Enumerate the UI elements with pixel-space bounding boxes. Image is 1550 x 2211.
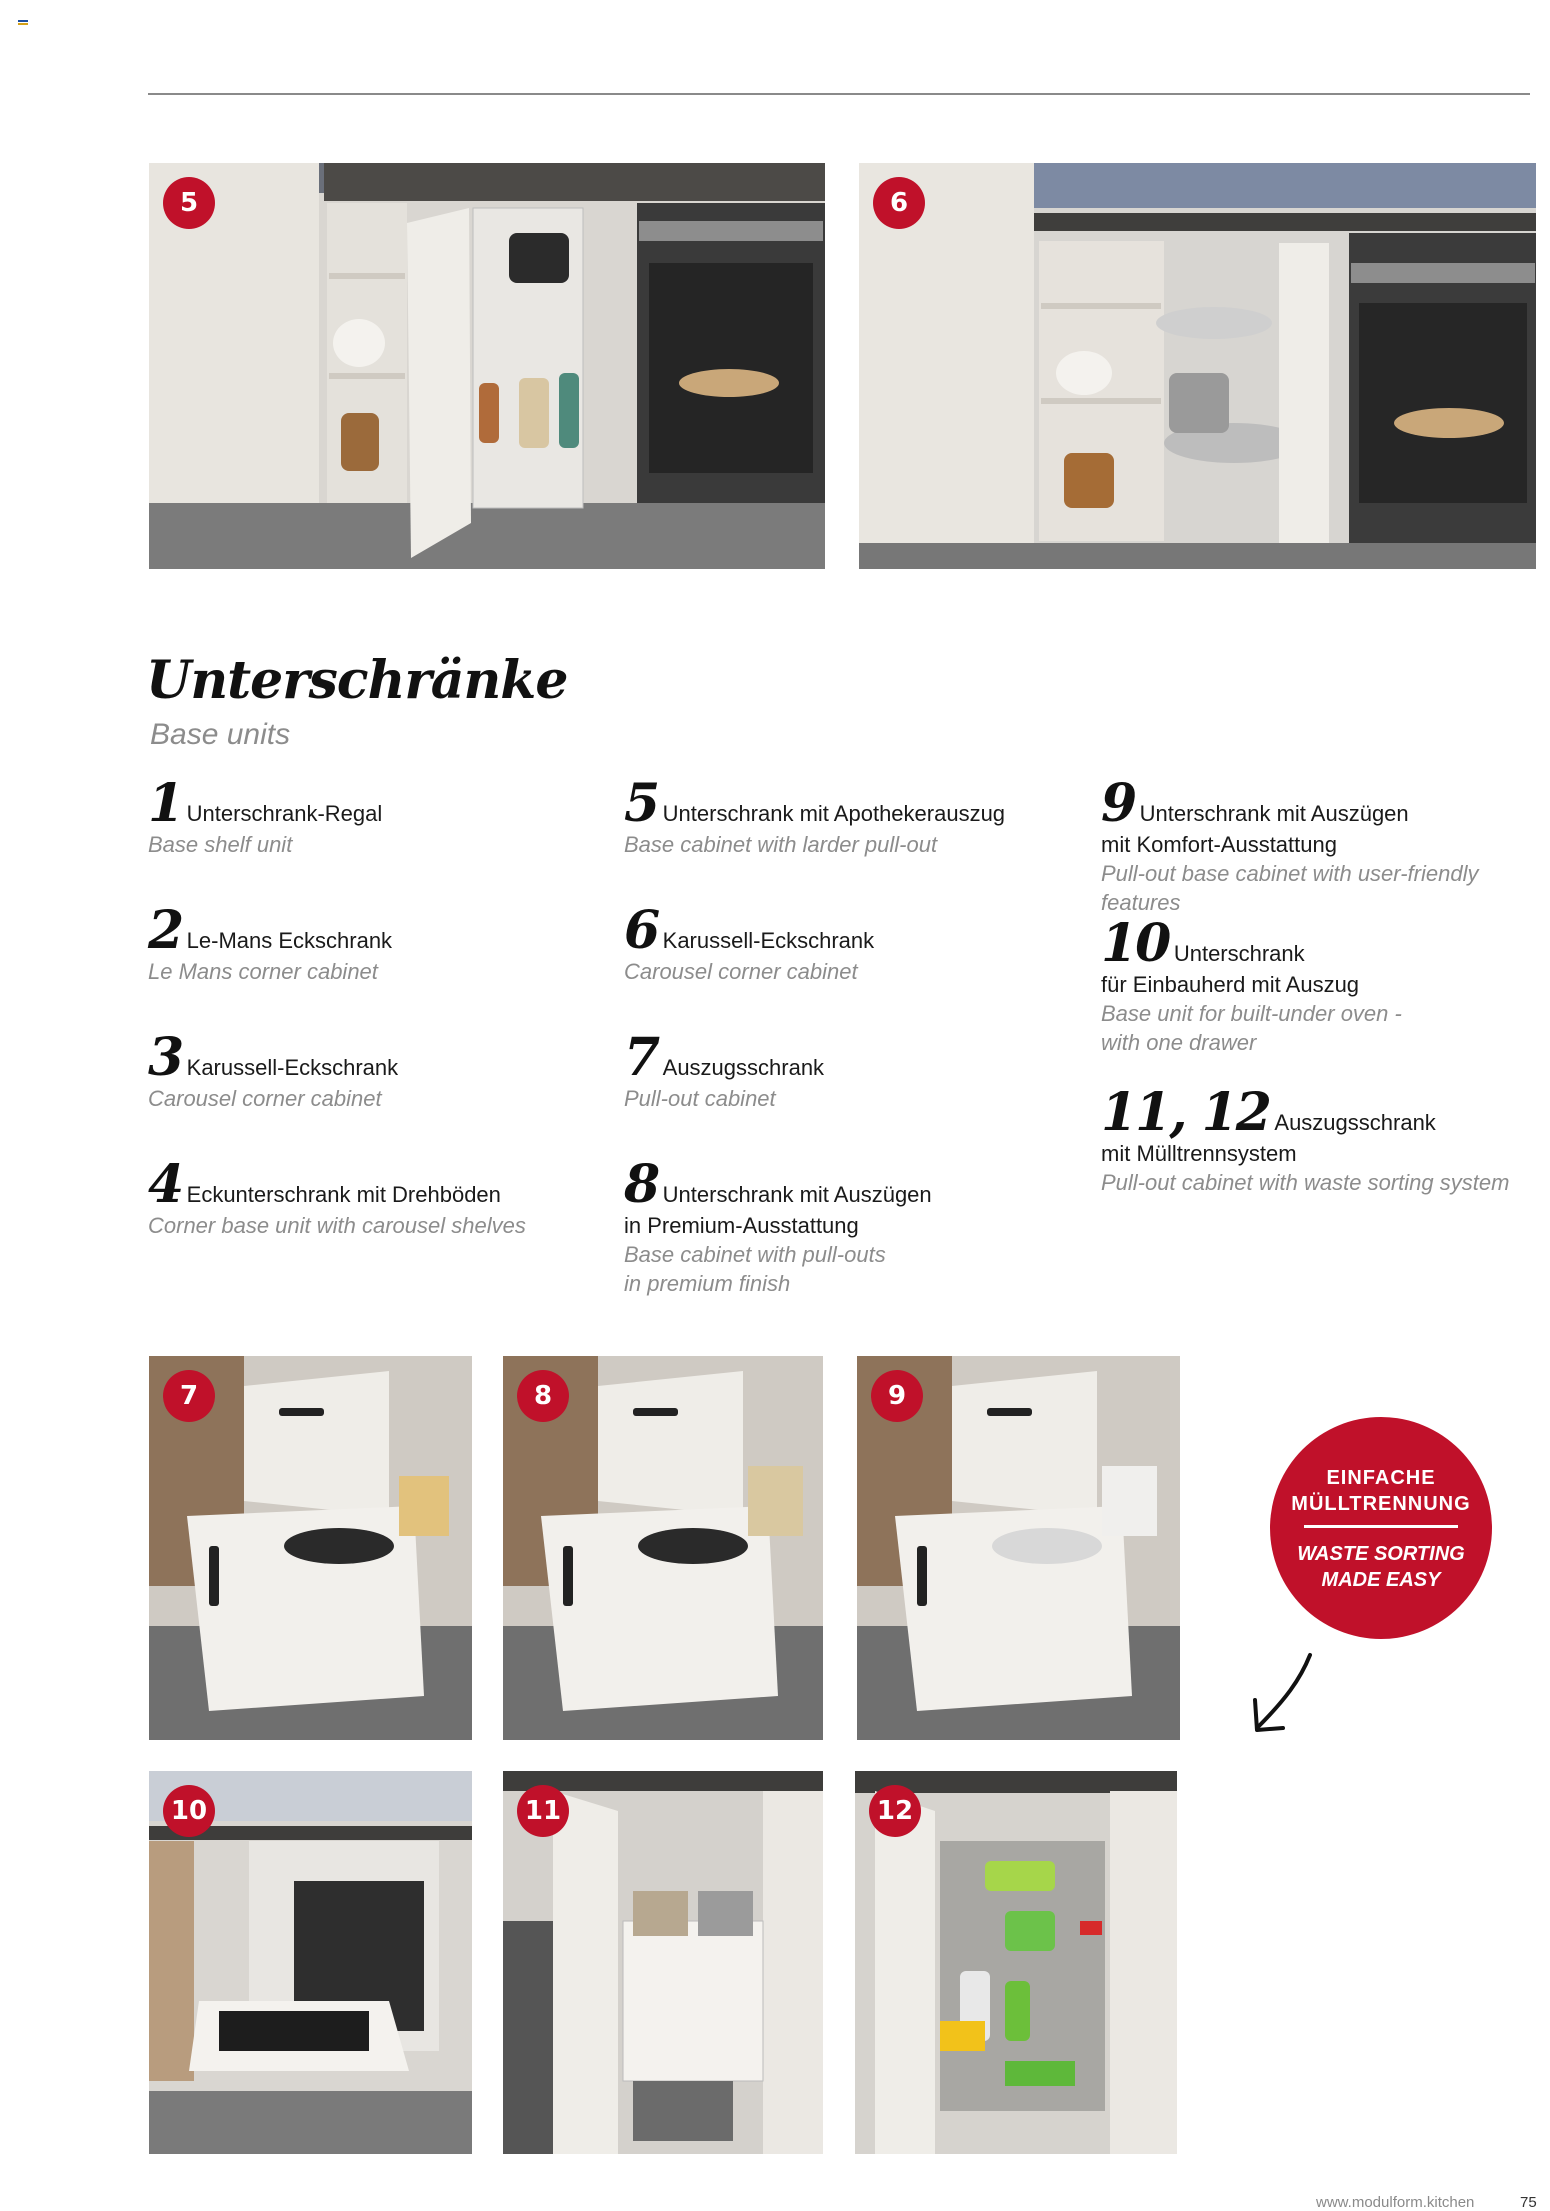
photo-12-waste-sorting-system [855,1771,1177,2154]
list-item [624,1027,825,1113]
item-title-en: Carousel corner cabinet [148,1086,382,1111]
photo-8-premium-pullouts [503,1356,823,1740]
item-number: 9 [1101,773,1136,834]
roundel-de-line2: MÜLLTRENNUNG [1291,1493,1471,1515]
photo-badge: 9 [871,1370,923,1422]
corner-color-mark [18,20,28,26]
item-title-en: Base cabinet with larder pull-out [624,832,938,857]
item-title-en: Carousel corner cabinet [624,959,858,984]
item-title-de: Karussell-Eckschrank [662,928,875,953]
item-number: 6 [624,900,659,961]
item-number: 3 [148,1027,183,1088]
item-number: 4 [148,1154,183,1215]
photo-badge: 7 [163,1370,215,1422]
item-title-de-line2: in Premium-Ausstattung [624,1213,859,1238]
item-title-en: Le Mans corner cabinet [148,959,378,984]
roundel-english-text [1270,1541,1492,1593]
photo-badge: 11 [517,1785,569,1837]
photo-badge: 12 [869,1785,921,1837]
item-title-en: Base shelf unit [148,832,293,857]
roundel-divider [1304,1525,1458,1528]
roundel-de-line1: EINFACHE [1326,1467,1436,1489]
item-title-en: Pull-out base cabinet with user-friendly features [1101,861,1479,915]
page-number: 75 [1520,2194,1537,2211]
list-item [148,1027,399,1113]
item-title-de: Auszugsschrank [1274,1110,1436,1135]
item-title-en: Pull-out cabinet [624,1086,776,1111]
section-title: Unterschränke [146,650,568,711]
roundel-en-line2: MADE EASY [1321,1569,1441,1591]
item-number: 2 [148,900,183,961]
item-title-de: Karussell-Eckschrank [186,1055,399,1080]
item-title-en: Corner base unit with carousel shelves [148,1213,526,1238]
item-number: 1 [148,773,183,834]
list-item [1101,773,1550,917]
photo-5-larder-pullout [149,163,825,569]
item-title-de: Unterschrank [1173,941,1305,966]
item-title-en-line2: with one drawer [1101,1030,1257,1055]
waste-sorting-roundel [1270,1417,1492,1639]
photo-11-waste-sorting-pullout [503,1771,823,2154]
item-title-de-line2: mit Mülltrennsystem [1101,1141,1297,1166]
list-item [1101,913,1402,1057]
item-title-de: Eckunterschrank mit Drehböden [186,1182,501,1207]
photo-9-comfort-pullouts [857,1356,1180,1740]
item-title-de: Le-Mans Eckschrank [186,928,393,953]
photo-badge: 5 [163,177,215,229]
item-number: 7 [624,1027,659,1088]
item-title-de: Unterschrank mit Apothekerauszug [662,801,1006,826]
item-title-en: Base cabinet with pull-outs [624,1242,886,1267]
item-number: 10 [1101,913,1170,974]
roundel-german-text [1270,1465,1492,1517]
section-subtitle: Base units [150,718,291,751]
item-title-de-line2: mit Komfort-Ausstattung [1101,832,1337,857]
list-item [148,1154,526,1240]
photo-7-pullout-cabinet [149,1356,472,1740]
list-item [624,900,875,986]
photo-6-carousel-corner [859,163,1536,569]
list-item [1101,1082,1510,1197]
list-item [148,773,383,859]
photo-10-oven-base-unit [149,1771,472,2154]
item-title-de: Auszugsschrank [662,1055,825,1080]
item-number: 5 [624,773,659,834]
footer-url: www.modulform.kitchen [1316,2194,1475,2211]
item-title-en: Base unit for built-under oven - [1101,1001,1402,1026]
photo-badge: 10 [163,1785,215,1837]
item-number: 11, 12 [1101,1082,1270,1143]
item-title-de-line2: für Einbauherd mit Auszug [1101,972,1360,997]
photo-badge: 6 [873,177,925,229]
item-number: 8 [624,1154,659,1215]
item-title-en: Pull-out cabinet with waste sorting system [1101,1170,1510,1195]
arrow-down-left-icon [1245,1650,1335,1740]
roundel-en-line1: WASTE SORTING [1297,1543,1465,1565]
list-item [624,1154,932,1298]
header-rule [148,93,1530,95]
list-item [148,900,393,986]
item-title-de: Unterschrank mit Auszügen [662,1182,932,1207]
item-title-de: Unterschrank-Regal [186,801,383,826]
photo-badge: 8 [517,1370,569,1422]
item-title-en-line2: in premium finish [624,1271,791,1296]
item-title-de: Unterschrank mit Auszügen [1139,801,1409,826]
list-item [624,773,1006,859]
